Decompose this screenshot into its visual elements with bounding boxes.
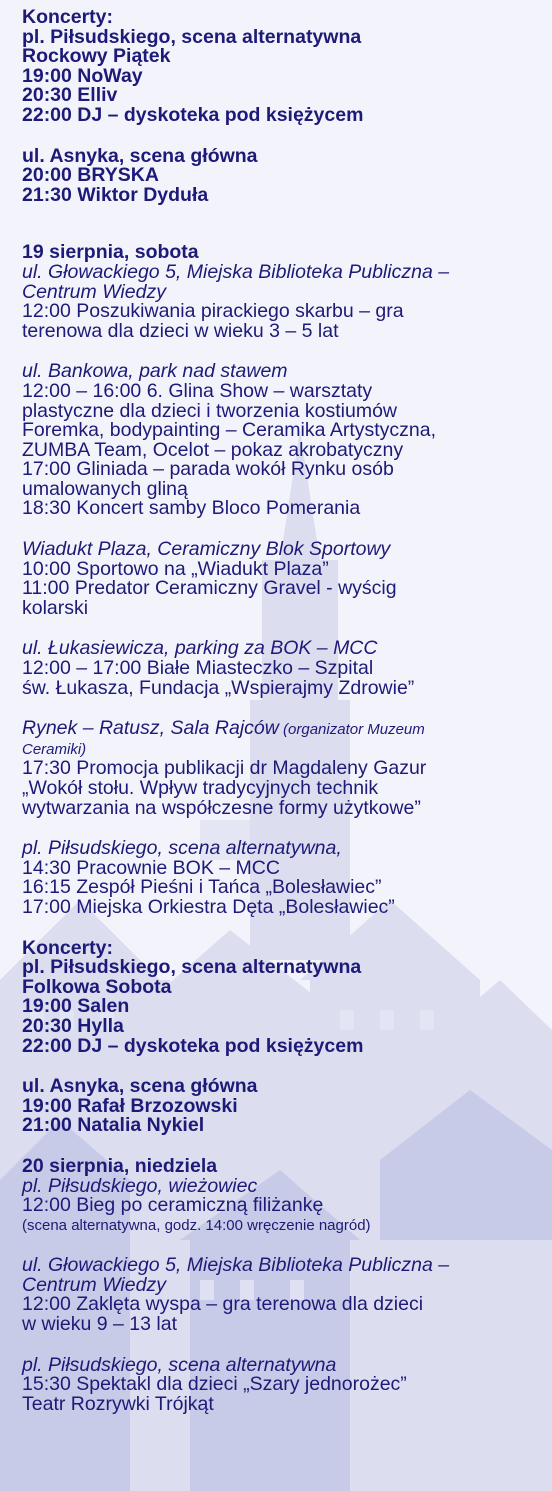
organizer-note: Ceramiki) [22,740,87,758]
event-line: 17:30 Promocja publikacji dr Magdaleny Gazur [22,757,427,780]
event-line: 22:00 DJ – dyskoteka pod księżycem [22,1034,364,1057]
block-pilsudskiego-saturday [22,839,550,917]
event-line: kolarski [22,596,89,619]
event-note: (scena alternatywna, godz. 14:00 wręczenie nagród) [22,1216,371,1234]
date-heading: 19 sierpnia, sobota [22,241,199,264]
event-line: 19:00 Rafał Brzozowski [22,1094,238,1117]
event-line: 20:30 Hylla [22,1014,124,1037]
venue-line: ul. Bankowa, park nad stawem [22,360,288,383]
block-concerts-friday [22,8,550,126]
venue-line: pl. Piłsudskiego, scena alternatywna [22,1353,337,1376]
organizer-note: (organizator Muzeum [278,721,425,739]
event-line: 15:30 Spektakl dla dzieci „Szary jednorożec” [22,1373,407,1396]
venue-line: ul. Głowackiego 5, Miejska Biblioteka Publiczna – [22,1254,450,1277]
event-line: 21:00 Natalia Nykiel [22,1114,205,1137]
venue-line: ul. Głowackiego 5, Miejska Biblioteka Publiczna – [22,260,450,283]
block-asnyka-friday [22,144,550,206]
event-line: wytwarzania na współczesne formy użytkowe” [22,796,421,819]
block-sunday-library [22,1256,550,1334]
venue-name: Rynek – Ratusz, Sala Rajców [22,717,279,740]
venue-line: pl. Piłsudskiego, wieżowiec [22,1174,258,1197]
event-line: „Wokół stołu. Wpływ tradycyjnych technik [22,777,379,799]
event-line: ZUMBA Team, Ocelot – pokaz akrobatyczny [22,438,404,461]
event-line: 11:00 Predator Ceramiczny Gravel - wyścig [22,577,397,600]
block-bankowa [22,362,550,519]
event-title: Folkowa Sobota [22,975,172,998]
event-line: 12:00 Zaklęta wyspa – gra terenowa dla dzieci [22,1293,424,1316]
event-line: terenowa dla dzieci w wieku 3 – 5 lat [22,319,339,342]
event-line: 19:00 Salen [22,995,130,1018]
venue-line: pl. Piłsudskiego, scena alternatywna [22,25,362,48]
event-line: 12:00 – 17:00 Białe Miasteczko – Szpital [22,657,374,680]
block-concerts-saturday [22,936,550,1057]
event-line: Foremka, bodypainting – Ceramika Artystyczna, [22,419,437,442]
event-line: 17:00 Miejska Orkiestra Dęta „Bolesławiec” [22,895,395,918]
event-line: św. Łukasza, Fundacja „Wspierajmy Zdrowie” [22,676,415,699]
venue-line: ul. Asnyka, scena główna [22,1075,258,1098]
venue-line: ul. Asnyka, scena główna [22,144,258,167]
block-sunday-pilsudskiego [22,1154,550,1235]
block-lukasiewicza [22,639,550,698]
heading-koncerty: Koncerty: [22,936,114,959]
event-line: 17:00 Gliniada – parada wokół Rynku osób [22,458,394,481]
event-line: 10:00 Sportowo na „Wiadukt Plaza” [22,557,329,580]
event-line: 12:00 Bieg po ceramiczną filiżankę [22,1194,324,1217]
venue-line: Centrum Wiedzy [22,1273,166,1296]
event-line: 16:15 Zespół Pieśni i Tańca „Bolesławiec” [22,876,382,899]
event-schedule [22,8,550,1414]
event-line: umalowanych gliną [22,477,188,500]
venue-line: pl. Piłsudskiego, scena alternatywna, [22,837,342,860]
event-line: 20:30 Elliv [22,84,118,107]
event-line: 12:00 Poszukiwania pirackiego skarbu – gra [22,300,404,323]
event-line: Teatr Rozrywki Trójkąt [22,1392,214,1415]
venue-line: ul. Łukasiewicza, parking za BOK – MCC [22,637,378,660]
heading-koncerty: Koncerty: [22,6,114,28]
block-saturday-library [22,243,550,341]
event-line: 14:30 Pracownie BOK – MCC [22,856,280,879]
venue-line: pl. Piłsudskiego, scena alternatywna [22,956,362,979]
block-sunday-alternatywna [22,1353,550,1415]
block-wiadukt [22,540,550,618]
event-line: plastyczne dla dzieci i tworzenia kostiumów [22,399,397,422]
event-title: Rockowy Piątek [22,45,171,68]
event-line: 18:30 Koncert samby Bloco Pomerania [22,497,361,520]
event-line: 12:00 – 16:00 6. Glina Show – warsztaty [22,379,373,402]
venue-line: Centrum Wiedzy [22,280,166,303]
event-line: 22:00 DJ – dyskoteka pod księżycem [22,103,364,126]
venue-line: Wiadukt Plaza, Ceramiczny Blok Sportowy [22,538,391,561]
event-line: 19:00 NoWay [22,64,143,87]
event-line: w wieku 9 – 13 lat [22,1313,178,1336]
venue-line [22,719,550,740]
block-asnyka-saturday [22,1077,550,1136]
event-line: 21:30 Wiktor Dyduła [22,183,209,206]
event-line: 20:00 BRYSKA [22,164,159,187]
date-heading: 20 sierpnia, niedziela [22,1154,218,1177]
block-rynek [22,719,550,818]
